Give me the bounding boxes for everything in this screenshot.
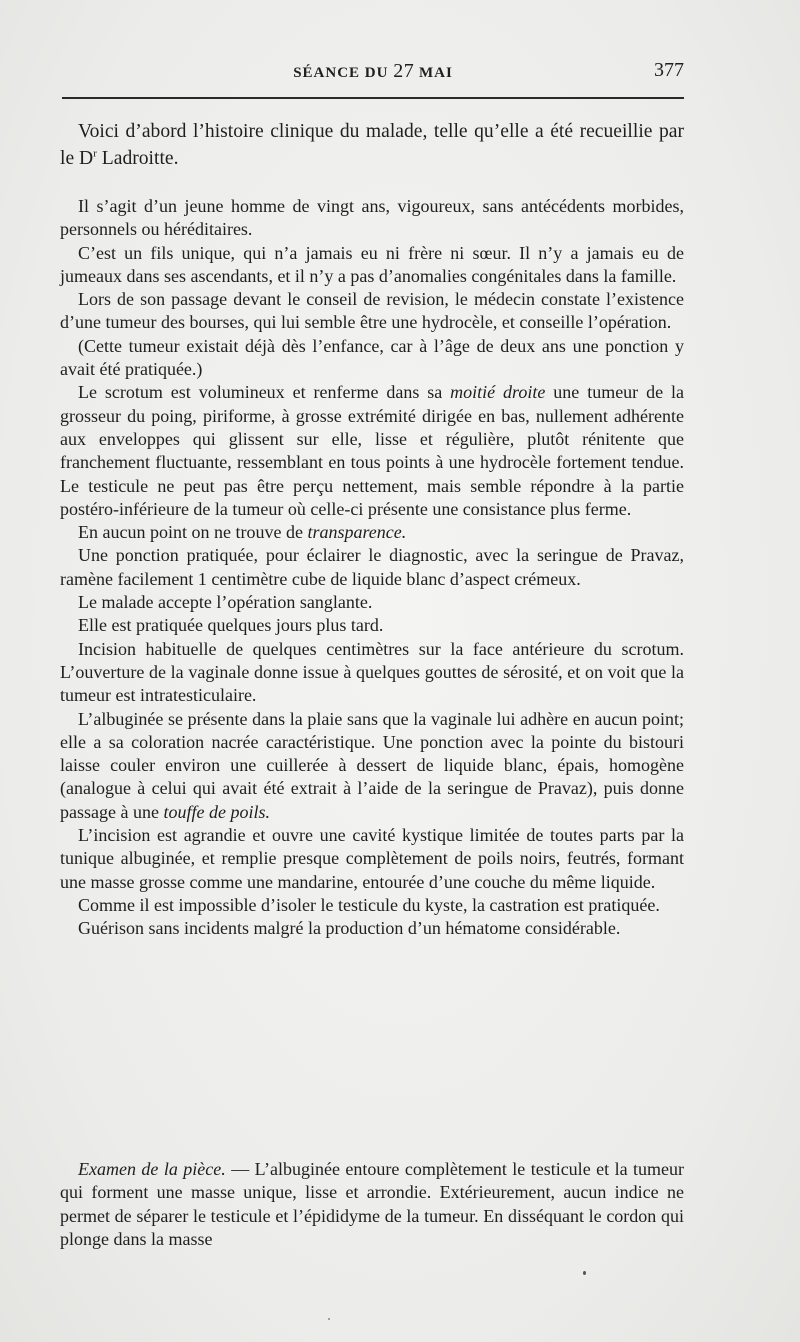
intro-text: Voici d’abord l’histoire clinique du malade, telle qu’elle a été recueillie par le D	[60, 121, 684, 169]
specimen-examination	[60, 1158, 684, 1251]
page-header	[62, 60, 684, 86]
paragraph: L’incision est agrandie et ouvre une cavité kystique limitée de toutes parts par la tunique albuginée, et remplie presque complètement de poils noirs, feutrés, formant une masse grosse comme une mandarine, entourée d’une couche du même liquide.	[60, 825, 684, 892]
ink-speck	[583, 1271, 586, 1275]
paragraph-text: une tumeur de la grosseur du poing, piriforme, à grosse extrémité dirigée en bas, nullement adhérente aux enveloppes qui glissent sur elle, lisse et régulière, plutôt rénitente que franchement fluctuante, ressemblant en tous points à une hydrocèle fortement tendue. Le testicule ne peut pas être perçu nettement, mais semble répondre à la partie postéro-inférieure de la tumeur où celle-ci présente une consistance plus ferme.	[60, 382, 684, 519]
intro-paragraph	[60, 118, 684, 172]
paragraph: (Cette tumeur existait déjà dès l’enfance, car à l’âge de deux ans une ponction y avait été pratiquée.)	[60, 335, 684, 380]
paragraph: Le malade accepte l’opération sanglante.	[78, 592, 373, 613]
intro-text-end: Ladroitte.	[96, 148, 179, 169]
paragraph: Elle est pratiquée quelques jours plus tard.	[78, 615, 384, 636]
clinical-history	[60, 195, 684, 941]
paragraph	[60, 1158, 684, 1251]
paragraph-text: Le scrotum est volumineux et renferme dans sa	[78, 382, 451, 403]
paragraph-text: En aucun point on ne trouve de	[78, 522, 308, 543]
italic-text: touffe de poils.	[163, 801, 270, 822]
running-head	[62, 60, 684, 83]
page-number: 377	[654, 59, 684, 81]
paragraph-text: L’albuginée se présente dans la plaie sans que la vaginale lui adhère en aucun point; elle a sa coloration nacrée caractéristique. Une ponction avec la pointe du bistouri laisse couler environ une cuillerée à dessert de liquide blanc, épais, homogène (analogue à celui qui avait été extrait à l’aide de la seringue de Pravaz), puis donne passage à une	[60, 708, 684, 822]
paragraph	[60, 521, 684, 544]
paragraph: Une ponction pratiquée, pour éclairer le diagnostic, avec la seringue de Pravaz, ramène facilement 1 centimètre cube de liquide blanc d’aspect crémeux.	[60, 545, 684, 589]
paragraph: C’est un fils unique, qui n’a jamais eu ni frère ni sœur. Il n’y a jamais eu de jumeaux dans ses ascendants, et il n’y a pas d’anomalies congénitales dans la famille.	[60, 242, 684, 286]
paragraph: Lors de son passage devant le conseil de revision, le médecin constate l’existence d’une tumeur des bourses, qui lui semble être une hydrocèle, et conseille l’opération.	[60, 289, 684, 333]
paragraph	[60, 381, 684, 521]
paragraph: Guérison sans incidents malgré la production d’un hématome considérable.	[78, 918, 621, 939]
ink-speck	[328, 1318, 330, 1320]
running-head-month: MAI	[414, 65, 453, 81]
paragraph	[60, 708, 684, 824]
header-rule	[62, 97, 684, 99]
running-head-pre: SÉANCE DU	[293, 65, 394, 81]
paragraph: Incision habituelle de quelques centimètres sur la face antérieure du scrotum. L’ouverture de la vaginale donne issue à quelques gouttes de sérosité, et on voit que la tumeur est intratesticulaire.	[60, 638, 684, 706]
paragraph: Comme il est impossible d’isoler le testicule du kyste, la castration est pratiquée.	[78, 894, 660, 915]
paragraph-text: — L’albuginée entoure complètement le testicule et la tumeur qui forment une masse unique, lisse et arrondie. Extérieurement, aucun indice ne permet de séparer le testicule et l’épididyme de la tumeur. En disséquant le cordon qui plonge dans la masse	[60, 1159, 684, 1249]
italic-text: transparence.	[307, 522, 407, 543]
italic-text: moitié droite	[450, 382, 546, 403]
running-head-date: 27	[393, 60, 415, 82]
section-heading-italic: Examen de la pièce.	[78, 1159, 226, 1179]
intro-superscript: r	[93, 147, 97, 160]
paragraph: Il s’agit d’un jeune homme de vingt ans, vigoureux, sans antécédents morbides, personnels ou héréditaires.	[60, 196, 684, 240]
